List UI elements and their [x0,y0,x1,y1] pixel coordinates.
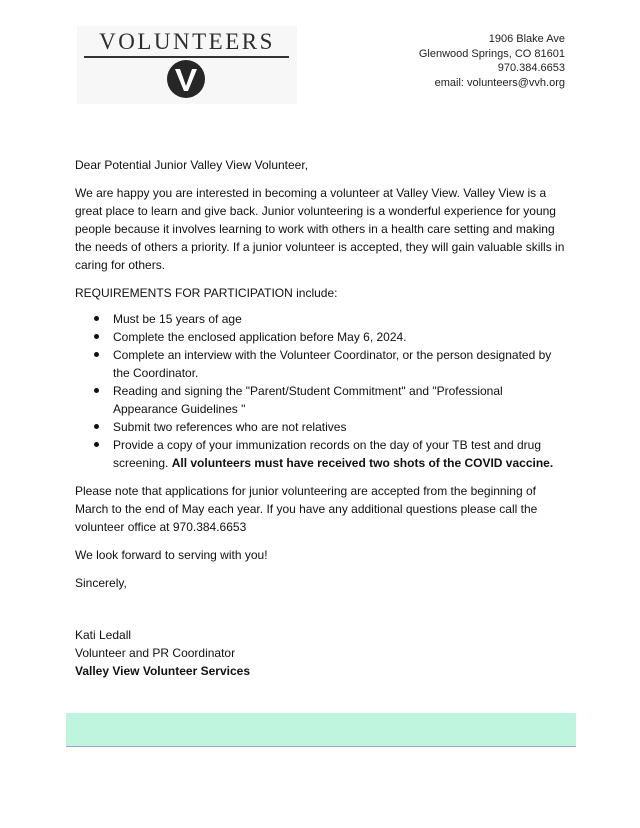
requirements-heading: REQUIREMENTS FOR PARTICIPATION include: [75,286,338,300]
list-item [75,436,567,472]
closing-line: We look forward to serving with you! [75,548,268,562]
vvh-circle-logo-icon [166,59,206,99]
list-item [75,310,567,328]
address-city: Glenwood Springs, CO 81601 [418,47,565,60]
volunteers-logo [77,26,297,104]
address-email: email: volunteers@vvh.org [434,76,565,89]
requirement-text: Must be 15 years of age [113,312,242,326]
signer-name: Kati Ledall [75,628,132,642]
greeting: Dear Potential Junior Valley View Volunteer, [75,158,309,172]
list-item [75,346,567,382]
requirement-text: Submit two references who are not relatives [113,420,347,434]
address-phone: 970.384.6653 [497,62,565,74]
requirement-text: Complete an interview with the Volunteer Coordinator, or the person designated by the Coordinator. [113,348,552,380]
requirements-list [75,310,567,472]
logo-wordmark: VOLUNTEERS [99,29,275,54]
address-street: 1906 Blake Ave [488,33,565,45]
letter-body [75,156,567,680]
bullet-icon [94,424,99,429]
bullet-icon [94,316,99,321]
signer-title: Volunteer and PR Coordinator [75,646,236,660]
footer-divider [66,746,576,747]
valediction: Sincerely, [75,576,127,590]
note-paragraph: Please note that applications for junior volunteering are accepted from the beginning of March to the end of May each year. If you have any additional questions please call the volunteer office at 970.384.6653 [75,484,538,534]
bullet-icon [94,442,99,447]
intro-paragraph: We are happy you are interested in becoming a volunteer at Valley View. Valley View is a great place to learn and give back. Junior volunteering is a wonderful experience for young people because it involves learning to work with others in a health care setting and making the needs of others a priority. If a junior volunteer is accepted, they will gain valuable skills in caring for others. [75,186,565,272]
requirement-text: Complete the enclosed application before May 6, 2024. [113,330,407,344]
sender-address [419,32,565,90]
footer-band [66,713,576,746]
bullet-icon [94,352,99,357]
list-item [75,382,567,418]
logo-divider [84,56,289,58]
requirement-text: Provide a copy of your immunization records on the day of your TB test and drug screening. [113,438,542,470]
list-item [75,418,567,436]
bullet-icon [94,388,99,393]
covid-requirement-bold: All volunteers must have received two shots of the COVID vaccine. [171,456,554,470]
requirement-text: Reading and signing the "Parent/Student Commitment" and "Professional Appearance Guidelines " [113,384,503,416]
bullet-icon [94,334,99,339]
list-item [75,328,567,346]
signer-organization: Valley View Volunteer Services [75,664,250,678]
signature-block [75,626,567,680]
